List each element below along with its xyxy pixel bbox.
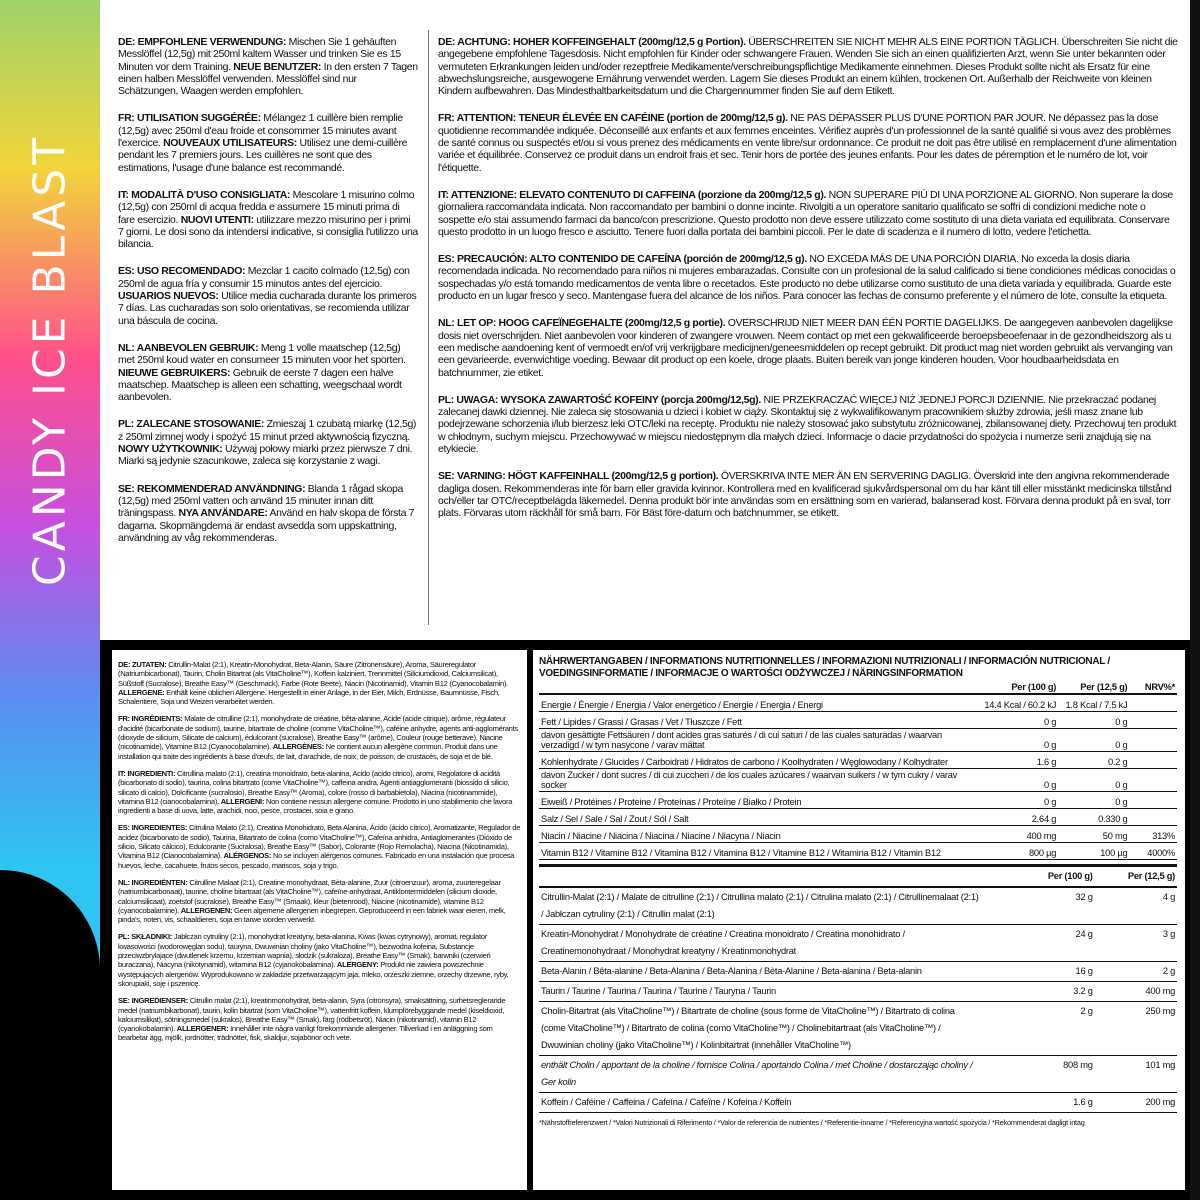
usage-paragraph-text-2: Utilisez une demi-cuillère pendant les 7 premiers jours. Les cuillères ne sont que des estimations, l'usage d'une balance est recommandé. — [118, 137, 408, 174]
ingredients-paragraph-text: Citrullina malato (2:1), creatina monoidrato, beta-alanina, Acido (acido citrico), aromi, Regolatore di acidità (bicarbonato di sodio), taurina, colina bitartrato (come VitaCholine™), caffeina anidra, Agenti antiagglomeranti (biossido di silicio, silicato di calcio), Dolcificante (sucralosio), Breathe Easy™ (Aroma), colore (rosso di barbabietola), Niacina (nicotinammide), vitamina B12 (cianocobalamina). — [118, 768, 510, 806]
table-cell — [1129, 728, 1177, 751]
ingredients-paragraph — [118, 996, 521, 1042]
usage-paragraph-text: Mischen Sie 1 gehäuften Messlöffel (12,5g) mit 250ml kaltem Wasser und trinken Sie es 15 Minuten vor dem Training. — [118, 36, 401, 73]
table-row — [539, 1092, 1177, 1112]
nrv-footnote: *Nährstoffreferenzwert / *Valori Nutrizionali di Riferimento / *Valor de referencia de nutrientes / *Referentie-inname / *Referencyjna wartość spożycia / *Rekommenderat dagligt intag — [539, 1117, 1085, 1127]
warning-paragraph-label: ES: PRECAUCIÓN: ALTO CONTENIDO DE CAFEÍNA (porción de 200mg/12,5 g). — [438, 253, 807, 266]
table-cell: 24 g — [981, 924, 1094, 961]
usage-paragraph-label: FR: UTILISATION SUGGÉRÉE: — [118, 112, 261, 125]
table-cell: 0 g — [1058, 711, 1129, 728]
table-cell: Energie / Énergie / Energia / Valor energético / Energie / Energia / Energi — [539, 694, 963, 711]
usage-paragraph-text-2: Använd en halv skopa de första 7 dagarna. Skopmängderna är endast avsedda som uppskattning, användning av våg rekommenderas. — [118, 507, 415, 544]
table-header-row — [539, 680, 1177, 694]
table-cell: 0 g — [1058, 768, 1129, 791]
usage-paragraph-text: Meng 1 volle maatschep (12,5g) met 250ml koud water en consumeer 15 minuten voor het sporten. — [118, 341, 406, 367]
usage-paragraph — [118, 342, 418, 403]
table-header-cell — [539, 865, 981, 887]
usage-paragraph-text: Blanda 1 rågad skopa (12,5g) med 250ml vatten och använd 15 minuter innan ditt träningspass. — [118, 482, 403, 520]
table-cell: 800 µg — [963, 842, 1058, 859]
warning-paragraph-text: OVERSCHRIJD NIET MEER DAN ÉÉN PORTIE DAGELIJKS. De aangegeven aanbevolen dagelijkse dosis niet overschrijden. Niet aanbevolen voor kinderen of zwangere vrouwen. Neem contact op met een gekwalificeerde beroepsbeoefenaar in de gezondheidszorg als u een medische aandoening kent of vermoedt en/of vrij verkrijgbare medicijnen/geneesmiddelen op recept gebruikt. Dit product mag niet worden gebruikt als vervanging van een gevarieerde, evenwichtige voeding. Bewaar dit product op een koele, droge plaats. Buiten bereik van jonge kinderen houden. Voor houdbaarheidsdata en batchnummer, zie etiket. — [438, 317, 1173, 379]
ingredients-paragraph-label: SE: INGREDIENSER: — [118, 996, 189, 1006]
table-cell: Fett / Lipides / Grassi / Grasas / Vet / Tłuszcze / Fett — [539, 711, 963, 728]
ingredients-paragraph-text-2: Ne contient aucun allergène commun. Produit dans une installation qui traite des ingrédients à base d'œufs, de lait, d'arachide, de noix, de poisson, de crustacés, de soja et de blé. — [118, 742, 498, 761]
ingredients-paragraph-label: PL: SKŁADNIKI: — [118, 932, 173, 942]
usage-paragraph-text-2: Utilice media cucharada durante los primeros 7 días. Las cucharadas son solo orientativas, se recomienda utilizar una báscula de cocina. — [118, 290, 417, 327]
ingredients-paragraph-text: Citrullin malat (2:1), kreatinmonohydrat, beta-alanin, Syra (citronsyra), smaksättning, surhetsreglerande medel (natriumbikarbonat), taurin, kolin bitartrat (som VitaCholine™), vattenfritt koffein, klumpförebyggande medel (kiseldioxid, kalciumsilikat), sötningsmedel (sukralos), Breathe Easy™ (Smak), färg (rödbetsröt), Niacin (nikotinamid), vitamin B12 (cyanokobalamin). — [118, 996, 506, 1034]
table-cell: 16 g — [981, 961, 1094, 981]
table-cell — [1129, 808, 1177, 825]
table-row — [539, 1001, 1177, 1055]
table-cell: Kohlenhydrate / Glucides / Carboidrati / Hidratos de carbono / Koolhydraten / Węglowodany / Kolhydrater — [539, 751, 963, 768]
usage-paragraph — [118, 418, 418, 467]
bottom-section — [100, 640, 1190, 1200]
usage-paragraph-label: PL: ZALECANE STOSOWANIE: — [118, 418, 264, 431]
usage-paragraph-text-2: In den ersten 7 Tagen einen halben Messlöffel verwenden. Messlöffel sind nur Schätzungen, Waagen werden empfohlen. — [118, 60, 418, 98]
table-cell: davon gesättigte Fettsäuren / dont acides gras saturés / di cui saturi / de las cuales saturadas / waarvan verzadigd / w tym nasycone / varav mättat — [539, 728, 963, 751]
table-cell — [1129, 751, 1177, 768]
warning-paragraph — [438, 317, 1178, 378]
ingredients-paragraph-text-2: Produkt nie zawiera powszechnie występujących alergenów. Wyprodukowano w zakładzie przetwarzającym jaja, mleko, orzeszki ziemne, orzechy drzewne, ryby, skorupiaki, soję i pszenicę. — [118, 960, 509, 988]
table-cell: 2 g — [1095, 961, 1177, 981]
table-cell: 200 mg — [1095, 1092, 1177, 1112]
table-cell: 4 g — [1095, 887, 1177, 925]
usage-paragraph — [118, 189, 418, 250]
table-cell: 0 g — [963, 768, 1058, 791]
table-row — [539, 887, 1177, 925]
usage-paragraph — [118, 483, 418, 544]
ingredients-panel — [112, 650, 527, 1190]
table-cell: 1.6 g — [963, 751, 1058, 768]
table-row — [539, 751, 1177, 768]
table-cell: Koffein / Caféine / Caffeina / Cafeína / Cafeïne / Kofeina / Koffein — [539, 1092, 981, 1112]
usage-paragraph-label-2: USUARIOS NUEVOS: — [118, 290, 219, 303]
ingredients-paragraph-label: ES: INGREDIENTES: — [118, 823, 188, 833]
table-row — [539, 808, 1177, 825]
table-cell: 313% — [1129, 825, 1177, 842]
usage-paragraph-label: ES: USO RECOMENDADO: — [118, 265, 246, 278]
table-cell: Cholin-Bitartrat (als VitaCholine™) / Bitartrate de choline (sous forme de VitaCholine™) / Bitartrato di colina (come VitaCholine™) / Bitartrato de colina (como VitaCholine™) / Cholinebitartraat (als VitaCholine™) / Dwuwinian choliny (jako VitaCholine™) / Kolinbitartrat (innehåller VitaCholine™) — [539, 1001, 981, 1055]
table-cell: 0 g — [963, 711, 1058, 728]
ingredients-paragraph-label-2: ALLERGENE: — [118, 687, 165, 697]
banner-black-curve — [0, 870, 100, 1200]
table-cell: 400 mg — [963, 825, 1058, 842]
ingredients-paragraph — [118, 660, 521, 706]
usage-paragraph-label-2: NEUE BENUTZER: — [233, 60, 322, 73]
usage-paragraph-text-2: Używaj połowy miarki przez pierwsze 7 dni. Miarki są jedynie szacunkowe, zaleca się korzystanie z wagi. — [118, 443, 413, 468]
ingredients-paragraph-text-2: Geen algemene allergenen inbegrepen. Geproduceerd in een fabriek waar eieren, melk, pinda's, noten, vis, schaaldieren, soja en tarwe worden verwerkt. — [118, 905, 506, 925]
warning-paragraph — [438, 189, 1178, 238]
ingredients-paragraph-text-2: Enthält keine üblichen Allergene. Hergestellt in einer Anlage, in der Eier, Milch, Erdnüsse, Baumnüsse, Fisch, Schalentiere, Soja und Weizen verarbeitet werden. — [118, 687, 500, 707]
table-header-cell: NRV%* — [1129, 680, 1177, 694]
warning-paragraph — [438, 253, 1178, 302]
warning-paragraph-label: IT: ATTENZIONE: ELEVATO CONTENUTO DI CAFFEINA (porzione da 200mg/12,5 g). — [438, 188, 827, 201]
nutrition-title: NÄHRWERTANGABEN / INFORMATIONS NUTRITIONNELLES / INFORMAZIONI NUTRIZIONALI / INFORMACIÓN NUTRICIONAL / VOEDINGSINFORMATIE / INFORMACJE O WARTOŚCI ODŻYWCZEJ / NÄRINGSINFORMATION — [539, 656, 1110, 679]
table-row — [539, 961, 1177, 981]
warning-paragraph-label: PL: UWAGA: WYSOKA ZAWARTOŚĆ KOFEINY (porcja 200mg/12,5g). — [438, 393, 761, 406]
ingredients-paragraph-text: Citrulline Malaat (2:1), Creatine monohydraat, Bèta-alanine, Zuur (citroenzuur), aroma, zuurteregelaar (natriumbicarbonaat), taurine, choline bitartraat (als VitaCholine™), cafeïne-anhydraat, Antiklontermiddelen (silicium dioxide, calciumsilicaat), zoetstof (sucralose), Breathe Easy™ (Smaak), kleur (bietenrood), Niacine (nicotinamide), vitamine B12 (cyanocobalamine). — [118, 877, 501, 915]
ingredients-paragraph-label-2: ALLERGENER: — [176, 1024, 229, 1034]
ingredients-paragraph-label-2: ALLERGENEN: — [180, 905, 233, 915]
table-cell: Kreatin-Monohydrat / Monohydrate de créatine / Creatina monoidrato / Creatina monohidrato / Creatinemonohydraat / Monohydrat kreatyny / Kreatinmonohydrat — [539, 924, 981, 961]
table-header-cell: Per (12,5 g) — [1058, 680, 1129, 694]
warning-paragraph-text: ÜBERSCHREITEN SIE NICHT MEHR ALS EINE PORTION TÄGLICH. Überschreiten Sie nicht die angegebene empfohlene Tagesdosis. Nicht empfohlen für Kinder oder schwangere Frauen. Wenden Sie sich an einen qualifizierten Arzt, wenn Sie unter bekannten oder vermuteten Erkrankungen leiden und/oder rezeptfreie Medikamente/verschreibungspflichtige Medikamente einnehmen. Dieses Produkt sollte nicht als Ersatz für eine abwechslungsreiche, ausgewogene Ernährung verwendet werden. Lagern Sie dieses Produkt an einem kühlen, trockenen Ort. Außerhalb der Reichweite von kleinen Kindern aufbewahren. Das Mindesthaltbarkeitsdatum und die Chargennummer finden Sie auf dem Etikett. — [438, 36, 1178, 98]
usage-warnings-panel — [100, 0, 1190, 640]
table-cell: enthält Cholin / apportant de la choline / fornisce Colina / aportando Colina / met Choline / dostarczając choliny / Ger kolin — [539, 1055, 981, 1092]
usage-paragraph-text: Mélangez 1 cuillère bien remplie (12,5g) avec 250ml d'eau froide et consommer 15 minutes avant l'exercice. — [118, 112, 403, 150]
table-row — [539, 924, 1177, 961]
table-cell — [1129, 791, 1177, 808]
table-cell: 100 µg — [1058, 842, 1129, 859]
table-row — [539, 728, 1177, 751]
table-row — [539, 981, 1177, 1001]
table-cell: 1.8 Kcal / 7.5 kJ — [1058, 694, 1129, 711]
right-edge-bar — [1190, 0, 1200, 1200]
ingredients-paragraph-text: Citrullin-Malat (2:1), Kreatin-Monohydrat, Beta-Alanin, Säure (Zitronensäure), Aroma, Säureregulator (Natriumbicarbonat), Taurin, Cholin Bitartrat (als VitaCholine™), Koffein kalziniert, Trennmittel (Siliciumdioxid, Calciumsilicat), Süßstoff (Sucralose), Breathe Easy™ (Geschmack), Farbe (Rote Beete), Niacin (Nicotinamid), Vitamin B12 (Cyanocobalamin). — [118, 660, 508, 688]
table-cell: 400 mg — [1095, 981, 1177, 1001]
table-cell: 1.6 g — [981, 1092, 1094, 1112]
ingredients-paragraph — [118, 823, 521, 869]
warning-paragraph — [438, 394, 1178, 455]
table-cell: 2.64 g — [963, 808, 1058, 825]
table-cell: 101 mg — [1095, 1055, 1177, 1092]
table-cell: 0.2 g — [1058, 751, 1129, 768]
table-row — [539, 1055, 1177, 1092]
ingredients-paragraph — [118, 769, 521, 815]
table-cell: 0 g — [1058, 728, 1129, 751]
usage-column — [118, 36, 418, 559]
table-row — [539, 825, 1177, 842]
usage-paragraph-text: Zmieszaj 1 czubatą miarkę (12,5g) z 250ml zimnej wody i spożyć 15 minut przed aktywnością fizyczną. — [118, 418, 417, 443]
usage-paragraph-label: DE: EMPFOHLENE VERWENDUNG: — [118, 36, 287, 48]
table-header-cell: Per (12,5 g) — [1095, 865, 1177, 887]
table-cell — [1129, 768, 1177, 791]
table-header-row — [539, 865, 1177, 887]
table-cell: Vitamin B12 / Vitamine B12 / Vitamina B12 / Vitamina B12 / Vitamine B12 / Witamina B12 / Vitamin B12 — [539, 842, 963, 859]
warning-paragraph-label: FR: ATTENTION: TENEUR ÉLEVÉE EN CAFÉINE (portion de 200mg/12,5 g). — [438, 112, 788, 125]
usage-paragraph — [118, 265, 418, 326]
usage-paragraph-label: IT: MODALITÀ D'USO CONSIGLIATA: — [118, 188, 291, 201]
nutrition-table — [539, 680, 1177, 860]
ingredients-paragraph-label-2: ALLERGÈNES: — [272, 742, 324, 752]
usage-paragraph-label-2: NIEUWE GEBRUIKERS: — [118, 366, 231, 379]
table-cell: Niacin / Niacine / Niacina / Niacina / Niacine / Niacyna / Niacin — [539, 825, 963, 842]
table-cell: 0 g — [963, 791, 1058, 808]
ingredients-paragraph-label-2: ALLERGENI: — [220, 796, 265, 806]
table-cell: 3 g — [1095, 924, 1177, 961]
warnings-column — [438, 36, 1178, 535]
table-cell: Taurin / Taurine / Taurina / Taurina / Taurine / Tauryna / Taurin — [539, 981, 981, 1001]
active-ingredients-table — [539, 864, 1177, 1113]
warning-paragraph — [438, 112, 1178, 173]
table-cell: 50 mg — [1058, 825, 1129, 842]
usage-paragraph-text-2: utilizzare mezzo misurino per i primi 7 giorni. Le dosi sono da intendersi indicative, si consiglia l'utilizzo una bilancia. — [118, 213, 418, 251]
usage-paragraph-label-2: NOUVEAUX UTILISATEURS: — [163, 137, 297, 150]
usage-paragraph-label-2: NUOVI UTENTI: — [180, 213, 254, 226]
warning-paragraph — [438, 470, 1178, 519]
table-row — [539, 842, 1177, 859]
table-cell: 808 mg — [981, 1055, 1094, 1092]
warning-paragraph-text: NON SUPERARE PIÙ DI UNA PORZIONE AL GIORNO. Non superare la dose giornaliera raccomandata indicata. Non raccomandato per bambini o donne incinte. Rivolgiti a un operatore sanitario qualificato se soffri di condizioni mediche note o sospette e/o stai assumendo farmaci da banco/con prescrizione. Questo prodotto non deve essere utilizzato come sostituto di una dieta variata ed equilibrata. Conservare questo prodotto in un luogo fresco e asciutto. Tenere fuori dalla portata dei bambini piccoli. Per le date di scadenza e il numero di lotto, vedere l'etichetta. — [438, 188, 1173, 238]
warning-paragraph-label: NL: LET OP: HOOG CAFEÏNEGEHALTE (200mg/12,5 g portie). — [438, 317, 726, 330]
ingredients-paragraph-text: Malate de citrulline (2:1), monohydrate de créatine, bêta-alanine, Acide (acide citrique), arôme, régulateur d'acidité (bicarbonate de sodium), taurine, bitartrate de choline (comme VitaCholine™), caféine anhydre, agents anti-agglomérants (dioxyde de silicium, Silicate de calcium), édulcorant (sucralose), Breathe Easy™ (arôme), Couleur (rouge betterave), Niacine (nicotinamide), Vitamine B12 (Cyanocobalamine). — [118, 714, 518, 752]
table-header-cell — [539, 680, 963, 694]
warning-paragraph — [438, 36, 1178, 97]
table-cell — [1129, 694, 1177, 711]
product-name: CANDY ICE BLAST — [24, 133, 76, 587]
table-cell: 3.2 g — [981, 981, 1094, 1001]
table-row — [539, 711, 1177, 728]
warning-paragraph-text: ÖVERSKRIVA INTE MER ÄN EN SERVERING DAGLIG. Överskrid inte den angivna rekommenderade dagliga dosen. Rekommenderas inte för barn eller gravida kvinnor. Kontrollera med en kvalificerad sjukvårdspersonal om du har känt till eller misstänkt medicinska tillstånd och/eller tar OTC/receptbelagda läkemedel. Denna produkt bör inte användas som en ersättning som en varierad, balanserad kost. Förvara denna produkt på en sval, torr plats. Förvaras utom räckhåll för små barn. För Bäst före-datum och batchnummer, se etikett. — [438, 470, 1172, 520]
ingredients-paragraph-text: Jabłczan cytruliny (2:1), monohydrat kreatyny, beta-alanina, Kwas (kwas cytrynowy), aromat, regulator kwasowości (wodorowęglan sodu), tauryna, Dwuwinian choliny (jako VitaCholine™), bezwodna kofeina, Substancje przeciwzbrylające (dwutlenek krzemu, krzemian wapnia), słodzik (sukraloza), Breathe Easy™ (Smak), barwniki (czerwień buraczana), Niacyna (nikotynamid), witamina B12 (cyjanokobalamina). — [118, 932, 491, 970]
table-cell: Salz / Sel / Sale / Sal / Zout / Sól / Salt — [539, 808, 963, 825]
usage-paragraph-label: NL: AANBEVOLEN GEBRUIK: — [118, 341, 259, 354]
table-row — [539, 694, 1177, 711]
table-cell: Citrullin-Malat (2:1) / Malate de citrulline (2:1) / Citrullina malato (2:1) / Citrulina malato (2:1) / Citrullinemalaat (2:1) / Jabłczan cytruliny (2:1) / Citrullin malat (2:1) — [539, 887, 981, 925]
warning-paragraph-label: SE: VARNING: HÖGT KAFFEINHALL (200mg/12,5 g portion). — [438, 470, 719, 483]
table-cell: 0 g — [963, 728, 1058, 751]
table-cell: davon Zucker / dont sucres / di cui zuccheri / de los cuales azúcares / waarvan suikers / w tym cukry / varav socker — [539, 768, 963, 791]
table-row — [539, 768, 1177, 791]
usage-paragraph-text: Mezclar 1 cacito colmado (12,5g) con 250ml de agua fría y consumir 15 minutos antes del ejercicio. — [118, 265, 410, 290]
ingredients-paragraph-text: Citrulina Malato (2:1), Creatina Monohidrato, Beta Alanina, Ácido (ácido cítrico), Aromatizante, Regulador de acidez (bicarbonato de sodio), Taurina, Bitartrato de colina (como VitaCholine™), Cafeína anhidra, Antiaglomerantes (Dióxido de silicio, Silicato cálcico), Edulcorante (Sucralosa), Breathe Easy™ (Sabor), Colorante (Rojo Remolacha), Niacina (Nicotinamida), Vitamina B12 (Cianocobalamina). — [118, 823, 521, 861]
ingredients-paragraph-label: NL: INGREDIËNTEN: — [118, 877, 188, 887]
table-cell — [1129, 711, 1177, 728]
table-header-cell: Per (100 g) — [963, 680, 1058, 694]
table-header-cell: Per (100 g) — [981, 865, 1094, 887]
column-divider — [428, 30, 429, 625]
usage-paragraph — [118, 36, 418, 97]
table-cell: Eiweiß / Protéines / Proteine / Proteínas / Proteïne / Białko / Protein — [539, 791, 963, 808]
ingredients-paragraph — [118, 932, 521, 988]
usage-paragraph — [118, 112, 418, 173]
table-cell: Beta-Alanin / Bêta-alanine / Beta-Alanina / Beta-Alanina / Bèta-Alanine / Beta-alanina / Beta-alanin — [539, 961, 981, 981]
warning-paragraph-text: NIE PRZEKRACZAĆ WIĘCEJ NIŻ JEDNEJ PORCJI DZIENNIE. Nie przekraczać podanej zalecanej dawki dziennej. Nie zaleca się stosowania u dzieci i kobiet w ciąży. Skontaktuj się z wykwalifikowanym pracownikiem służby zdrowia, jeśli masz znane lub podejrzewane schorzenia i/lub bierzesz leki OTC/leki na receptę. Produktu nie należy stosować jako substytutu zróżnicowanej, zbilansowanej diety. Przechowuj ten produkt w chłodnym, suchym miejscu. Przechowywać w miejscu niedostępnym dla małych dzieci. Informacje o dacie przydatności do spożycia i numerze serii znajdują się na etykiecie. — [438, 393, 1177, 456]
table-cell: 14.4 Kcal / 60.2 kJ — [963, 694, 1058, 711]
table-row — [539, 791, 1177, 808]
usage-paragraph-label-2: NYA ANVÄNDARE: — [178, 507, 268, 520]
usage-paragraph-text-2: Gebruik de eerste 7 dagen een halve maatschep. Maatschep is alleen een schatting, weegschaal wordt aanbevolen. — [118, 366, 402, 404]
ingredients-paragraph-text-2: Non contiene nessun allergene comune. Prodotto in uno stabilimento che lavora ingredienti a base di uova, latte, arachidi, noci, pesce, crostacei, soia e grano. — [118, 796, 513, 816]
ingredients-paragraph-label-2: ALÉRGENOS: — [223, 851, 272, 861]
ingredients-paragraph — [118, 878, 521, 924]
table-cell: 250 mg — [1095, 1001, 1177, 1055]
ingredients-paragraph-label: IT: INGREDIENTI: — [118, 768, 176, 778]
ingredients-paragraph-label: DE: ZUTATEN: — [118, 660, 167, 669]
usage-paragraph-label: SE: REKOMMENDERAD ANVÄNDNING: — [118, 482, 306, 495]
ingredients-paragraph-text-2: Innehåller inte några vanligt förekommande allergener. Tillverkad i en anläggning som bearbetar ägg, mjölk, jordnötter, trädnötter, fisk, skaldjur, sojabönor och vete. — [118, 1024, 493, 1043]
ingredients-paragraph-label-2: ALERGENY: — [336, 960, 379, 970]
table-cell: 4000% — [1129, 842, 1177, 859]
warning-paragraph-text: NO EXCEDA MÁS DE UNA PORCIÓN DIARIA. No exceda la dosis diaria recomendada indicada. No recomendado para niños ni mujeres embarazadas. Consulte con un profesional de la salud calificado si tiene condiciones médicas conocidas o sospechadas y/o está tomando medicamentos de venta libre o recetados. Este producto no debe utilizarse como sustituto de una dieta variada y equilibrada. Guarde este producto en un lugar fresco y seco. Mantengase fuera del alcance de los niños. Para conocer las fechas de consumo preferente y el número de lote, consulte la etiqueta. — [438, 253, 1176, 303]
ingredients-paragraph-label: FR: INGRÉDIENTS: — [118, 714, 183, 724]
warning-paragraph-text: NE PAS DÉPASSER PLUS D'UNE PORTION PAR JOUR. Ne dépassez pas la dose quotidienne recommandée indiquée. Déconseillé aux enfants et aux femmes enceintes. Vérifiez auprès d'un professionnel de la santé qualifié si vous avez des problèmes de santé connus ou suspectés et/ou si vous prenez des médicaments en vente libre/sur ordonnance. Ce produit ne doit pas être utilisé en remplacement d'une alimentation variée et équilibrée. Conservez ce produit dans un endroit frais et sec. Tenir hors de portée des jeunes enfants. Pour les dates de péremption et le numéro de lot, voir l'étiquette. — [438, 112, 1177, 174]
usage-paragraph-text: Mescolare 1 misurino colmo (12,5g) con 250ml di acqua fredda e assumere 15 minuti prima di fare esercizio. — [118, 188, 415, 226]
table-cell: 2 g — [981, 1001, 1094, 1055]
warning-paragraph-label: DE: ACHTUNG: HOHER KOFFEINGEHALT (200mg/12,5 g Portion). — [438, 36, 746, 48]
ingredients-paragraph — [118, 714, 521, 760]
table-cell: 0 g — [1058, 791, 1129, 808]
table-cell: 0.330 g — [1058, 808, 1129, 825]
nutrition-panel — [533, 650, 1185, 1190]
ingredients-paragraph-text-2: No se incluyen alérgenos comunes. Fabricado en una instalación que procesa huevos, leche, cacahuete, frutos secos, pescado, mariscos, soja y trigo. — [118, 851, 515, 870]
table-cell: 32 g — [981, 887, 1094, 925]
usage-paragraph-label-2: NOWY UŻYTKOWNIK: — [118, 443, 223, 456]
